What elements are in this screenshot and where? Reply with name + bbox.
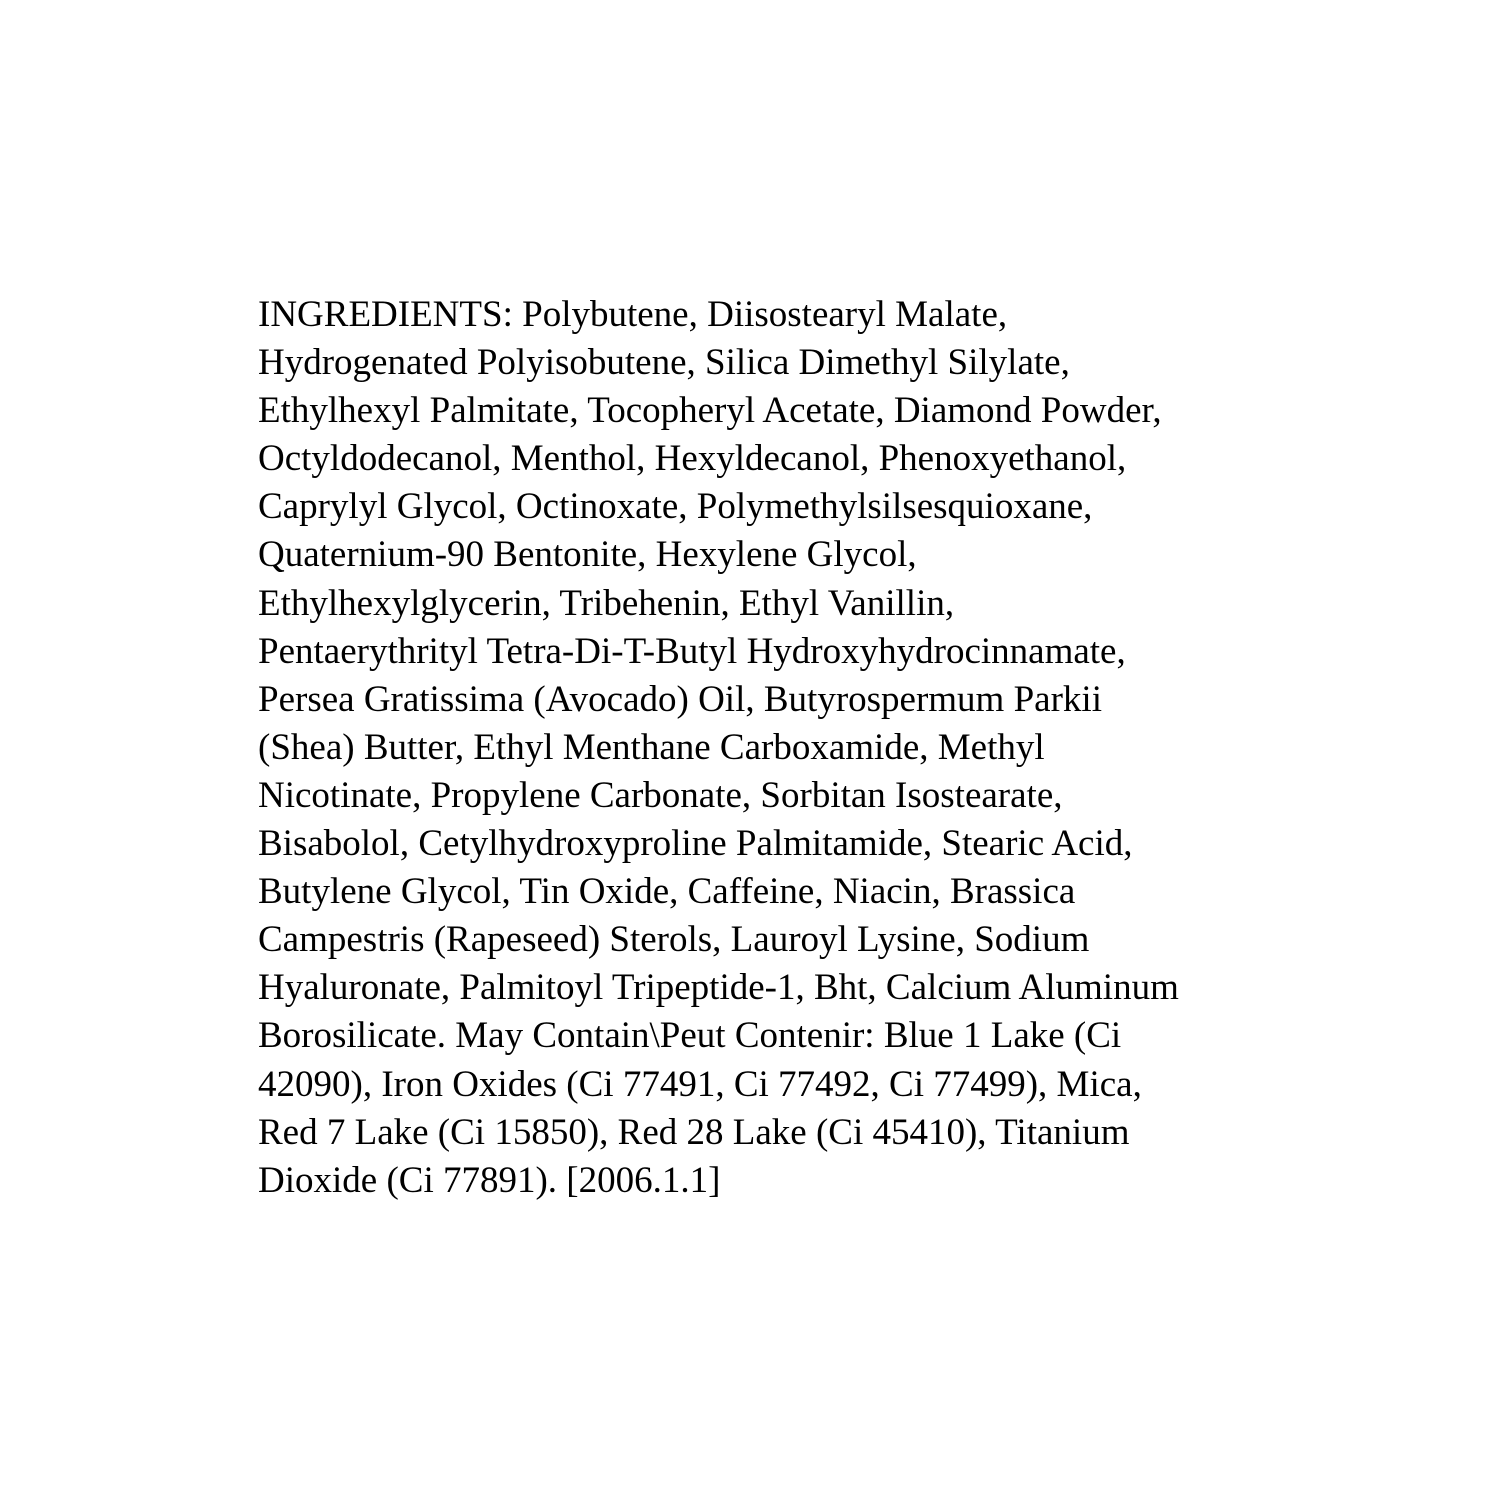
- ingredients-text-block: [258, 291, 1258, 1205]
- ingredients-line: Borosilicate. May Contain\Peut Contenir: Blue 1 Lake (Ci: [258, 1015, 1122, 1057]
- ingredients-line: Octyldodecanol, Menthol, Hexyldecanol, Phenoxyethanol,: [258, 438, 1127, 480]
- ingredients-line: Butylene Glycol, Tin Oxide, Caffeine, Niacin, Brassica: [258, 871, 1076, 913]
- ingredients-line: Dioxide (Ci 77891). [2006.1.1]: [258, 1159, 721, 1201]
- ingredients-line: Hydrogenated Polyisobutene, Silica Dimethyl Silylate,: [258, 342, 1070, 384]
- ingredients-line: Pentaerythrityl Tetra-Di-T-Butyl Hydroxyhydrocinnamate,: [258, 630, 1126, 672]
- ingredients-line: Bisabolol, Cetylhydroxyproline Palmitamide, Stearic Acid,: [258, 823, 1133, 865]
- ingredients-line: Hyaluronate, Palmitoyl Tripeptide-1, Bht, Calcium Aluminum: [258, 967, 1179, 1009]
- ingredients-line: Ethylhexyl Palmitate, Tocopheryl Acetate, Diamond Powder,: [258, 390, 1162, 432]
- ingredients-line: INGREDIENTS: Polybutene, Diisostearyl Malate,: [258, 294, 1008, 335]
- ingredients-line: Campestris (Rapeseed) Sterols, Lauroyl Lysine, Sodium: [258, 919, 1090, 961]
- ingredients-line: Red 7 Lake (Ci 15850), Red 28 Lake (Ci 45410), Titanium: [258, 1111, 1130, 1153]
- ingredients-line: Nicotinate, Propylene Carbonate, Sorbitan Isostearate,: [258, 774, 1063, 816]
- ingredients-line: (Shea) Butter, Ethyl Menthane Carboxamide, Methyl: [258, 726, 1045, 768]
- ingredients-line: Persea Gratissima (Avocado) Oil, Butyrospermum Parkii: [258, 678, 1102, 720]
- ingredients-line: Quaternium-90 Bentonite, Hexylene Glycol,: [258, 534, 917, 576]
- ingredients-line: Caprylyl Glycol, Octinoxate, Polymethylsilsesquioxane,: [258, 486, 1093, 528]
- ingredients-line: Ethylhexylglycerin, Tribehenin, Ethyl Vanillin,: [258, 582, 955, 624]
- ingredients-line: 42090), Iron Oxides (Ci 77491, Ci 77492, Ci 77499), Mica,: [258, 1063, 1142, 1105]
